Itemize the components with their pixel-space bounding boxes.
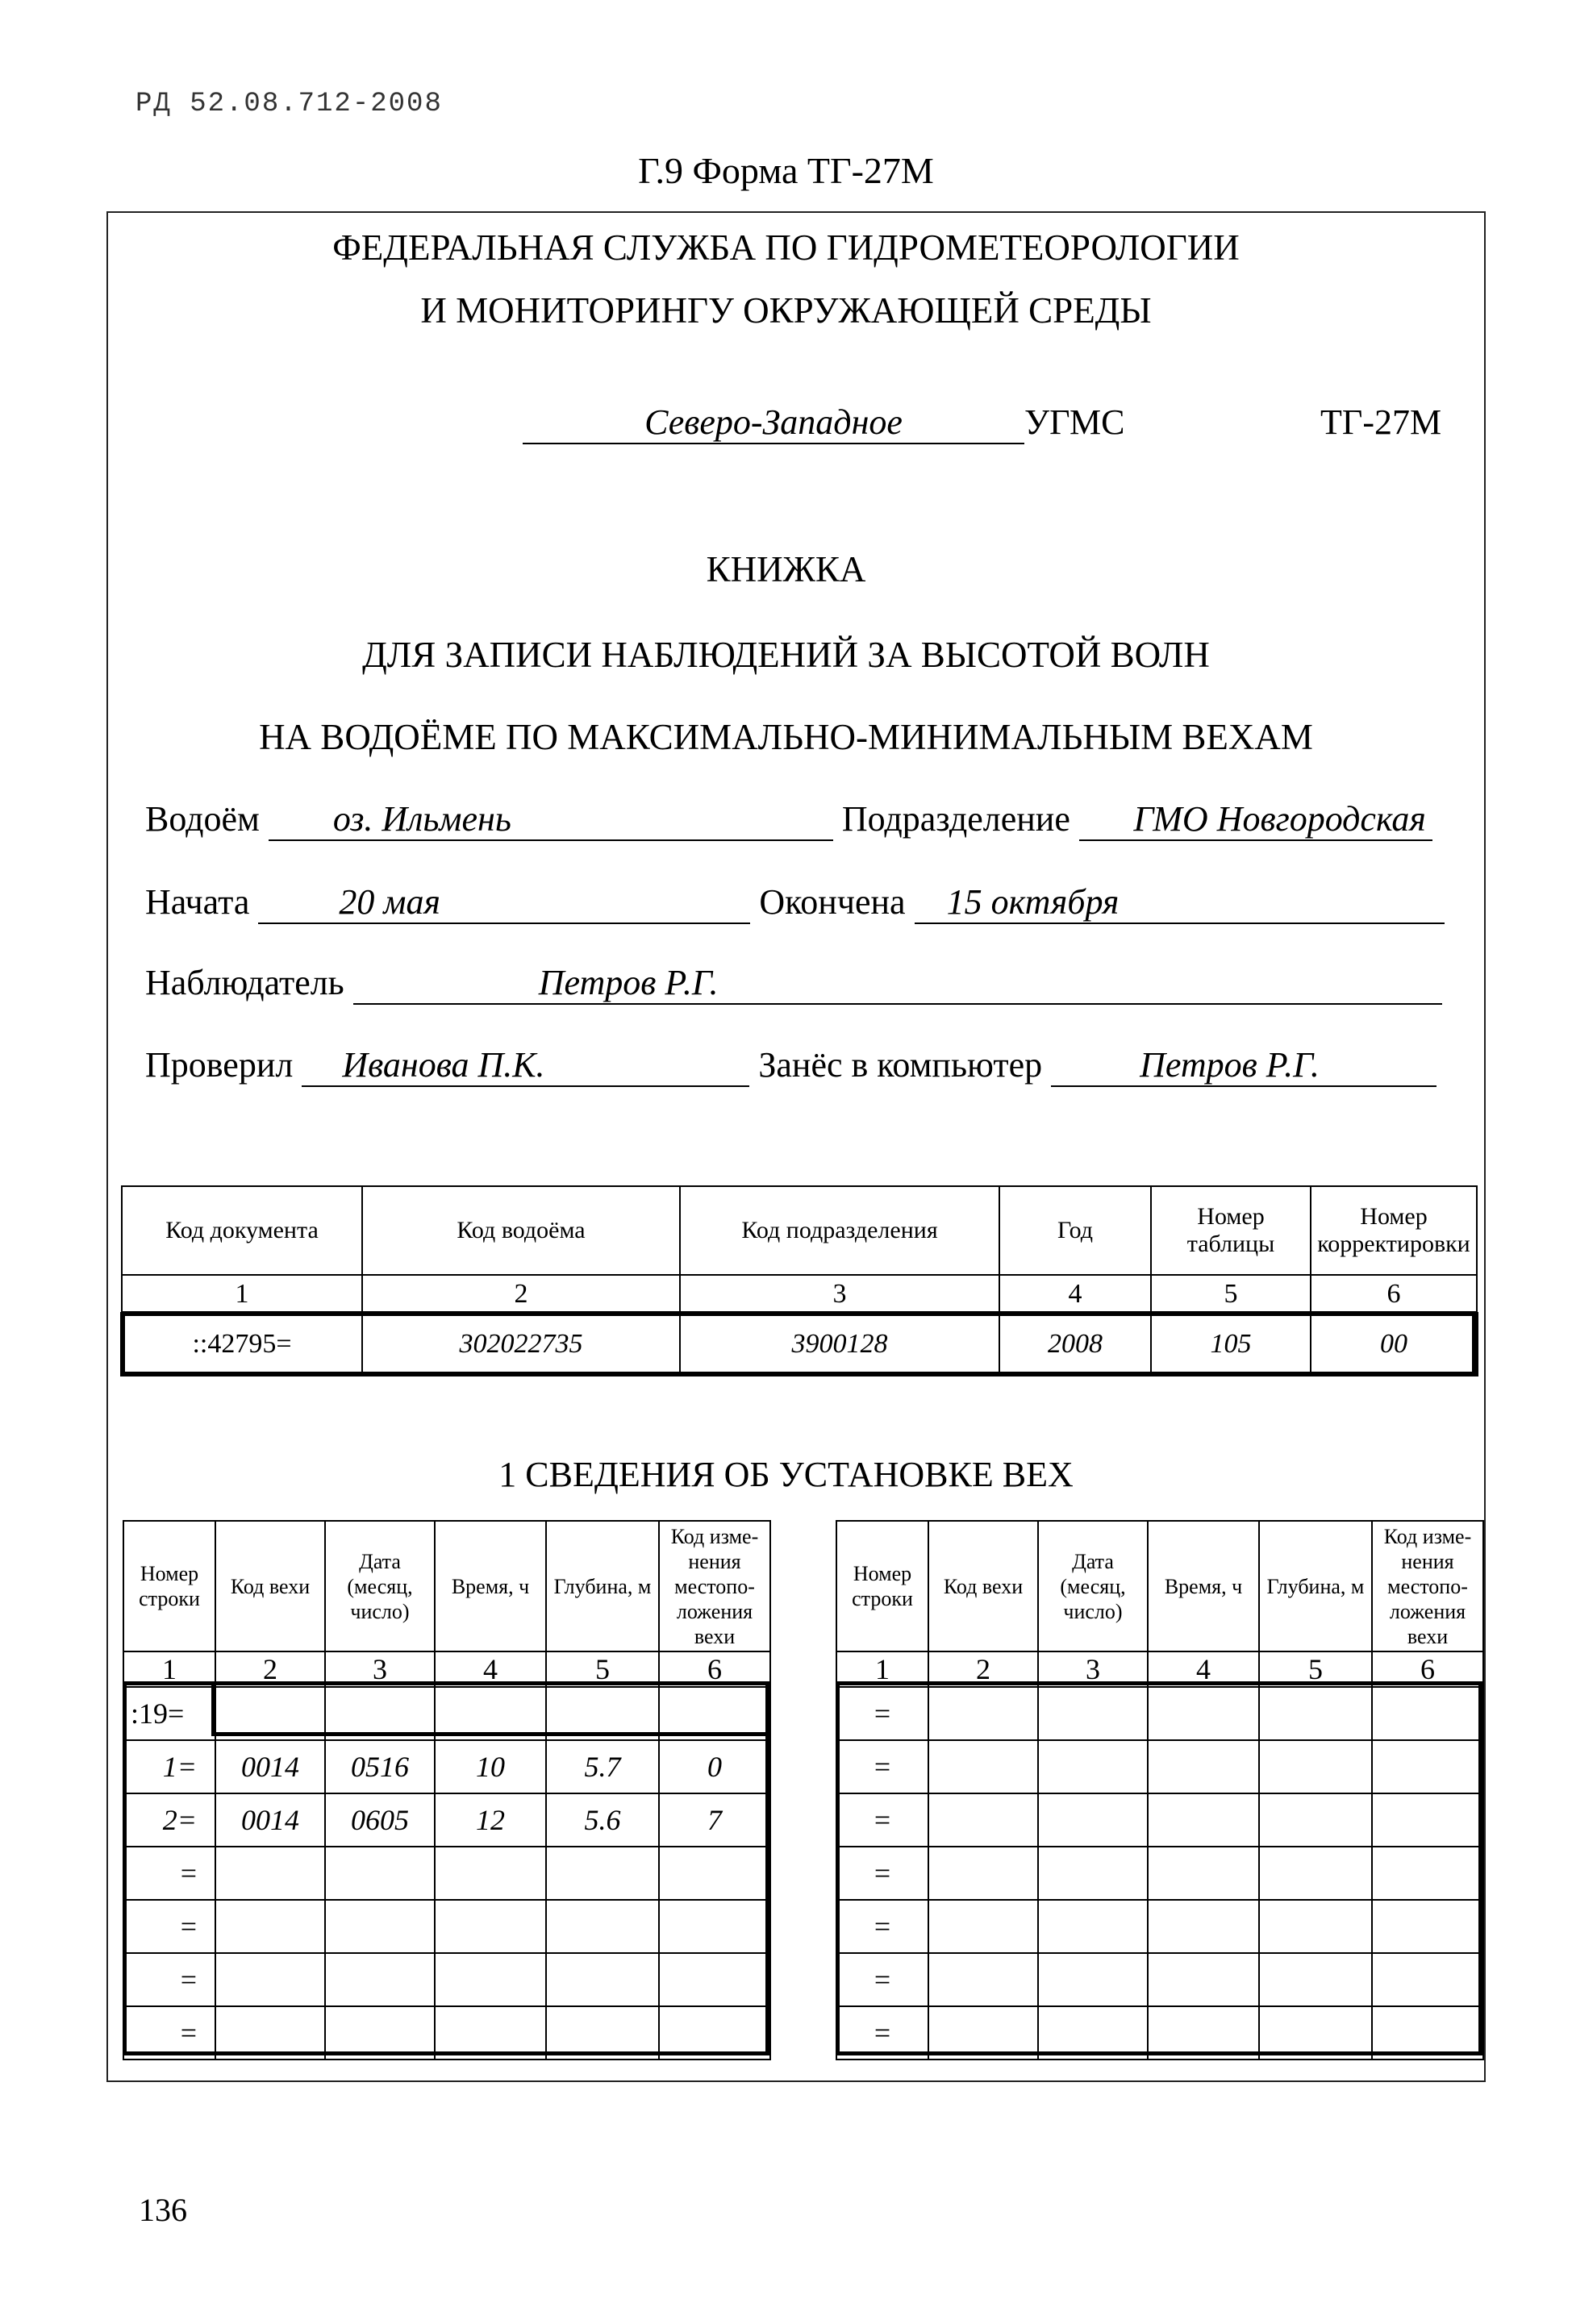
document-code-table (121, 1185, 1478, 1376)
row-number-cell: :19= (123, 1687, 215, 1740)
doc-value-cell: 302022735 (362, 1314, 680, 1375)
beacon-header-cell: Дата (месяц, число) (1038, 1521, 1148, 1651)
position-change-cell (1372, 1953, 1483, 2006)
table-row (836, 2006, 1483, 2060)
table-row (836, 1847, 1483, 1900)
position-change-cell: 0 (659, 1740, 770, 1793)
depth-cell (1259, 1953, 1372, 2006)
beacon-code-cell (928, 2006, 1038, 2060)
doc-table-header-row (122, 1186, 1477, 1275)
time-cell (1148, 2006, 1259, 2060)
finished-label: Окончена (759, 882, 906, 922)
beacon-column-number: 1 (836, 1651, 928, 1687)
doc-value-cell: 3900128 (680, 1314, 999, 1375)
time-cell (1148, 1900, 1259, 1953)
ugms-label: УГМС (1024, 402, 1125, 442)
checked-row (145, 1044, 1452, 1087)
dates-row (145, 881, 1452, 924)
beacon-header-cell: Код изме- нения местопо- ложения вехи (659, 1521, 770, 1651)
time-cell (435, 1847, 546, 1900)
agency-name (0, 216, 1572, 342)
beacon-code-cell (928, 1900, 1038, 1953)
beacon-table-right (836, 1520, 1484, 2060)
beacon-number-row (123, 1651, 770, 1687)
date-cell (1038, 2006, 1148, 2060)
beacon-header-row (123, 1521, 770, 1651)
table-row (123, 1740, 770, 1793)
beacon-header-cell: Время, ч (1148, 1521, 1259, 1651)
date-cell (1038, 1793, 1148, 1847)
beacon-code-cell (928, 1687, 1038, 1740)
time-cell (1148, 1847, 1259, 1900)
doc-header-cell: Код подразделения (680, 1186, 999, 1275)
table-row (123, 1847, 770, 1900)
date-cell (1038, 1900, 1148, 1953)
time-cell (1148, 1793, 1259, 1847)
doc-column-number: 2 (362, 1275, 680, 1314)
position-change-cell (1372, 1793, 1483, 1847)
depth-cell (546, 1900, 659, 1953)
beacon-code-cell (928, 1740, 1038, 1793)
position-change-cell (659, 1687, 770, 1740)
position-change-cell (1372, 1740, 1483, 1793)
doc-column-number: 5 (1151, 1275, 1311, 1314)
doc-table-number-row (122, 1275, 1477, 1314)
depth-cell (1259, 1847, 1372, 1900)
row-number-cell: = (836, 2006, 928, 2060)
doc-value-cell: 105 (1151, 1314, 1311, 1375)
beacon-column-number: 6 (1372, 1651, 1483, 1687)
row-number-cell: = (836, 1687, 928, 1740)
date-cell (1038, 1953, 1148, 2006)
time-cell: 10 (435, 1740, 546, 1793)
page-number: 136 (139, 2192, 187, 2228)
date-cell (1038, 1740, 1148, 1793)
entered-label: Занёс в компьютер (758, 1045, 1043, 1085)
time-cell (435, 1900, 546, 1953)
beacon-column-number: 5 (1259, 1651, 1372, 1687)
observer-row (145, 962, 1452, 1005)
beacon-table-left (123, 1520, 771, 2060)
position-change-cell: 7 (659, 1793, 770, 1847)
date-cell: 0605 (325, 1793, 435, 1847)
row-number-cell: = (836, 1793, 928, 1847)
doc-value-cell: 00 (1311, 1314, 1477, 1375)
depth-cell (1259, 1900, 1372, 1953)
time-cell (1148, 1740, 1259, 1793)
beacon-header-cell: Код вехи (215, 1521, 325, 1651)
division-label: Подразделение (841, 799, 1070, 839)
book-subtitle-1: ДЛЯ ЗАПИСИ НАБЛЮДЕНИЙ ЗА ВЫСОТОЙ ВОЛН (362, 635, 1210, 675)
beacon-code-cell: 0014 (215, 1793, 325, 1847)
beacon-header-cell: Время, ч (435, 1521, 546, 1651)
table-row (836, 1687, 1483, 1740)
depth-cell (546, 1953, 659, 2006)
observer-label: Наблюдатель (145, 963, 344, 1002)
depth-cell (546, 1687, 659, 1740)
date-cell (325, 1847, 435, 1900)
doc-header-cell: Номер корректировки (1311, 1186, 1477, 1275)
date-cell (325, 2006, 435, 2060)
beacon-header-cell: Код изме- нения местопо- ложения вехи (1372, 1521, 1483, 1651)
beacon-header-row (836, 1521, 1483, 1651)
time-cell (435, 1953, 546, 2006)
beacon-column-number: 1 (123, 1651, 215, 1687)
row-number-cell: = (123, 2006, 215, 2060)
table-row (123, 1953, 770, 2006)
row-number-cell: 2= (123, 1793, 215, 1847)
checked-value: Иванова П.К. (302, 1044, 749, 1087)
date-cell (1038, 1847, 1148, 1900)
doc-header-cell: Код документа (122, 1186, 362, 1275)
doc-column-number: 1 (122, 1275, 362, 1314)
depth-cell (546, 2006, 659, 2060)
time-cell (1148, 1953, 1259, 2006)
date-cell (325, 1953, 435, 2006)
beacon-code-cell (215, 2006, 325, 2060)
doc-header-cell: Год (999, 1186, 1151, 1275)
beacon-code-cell (928, 1847, 1038, 1900)
observer-value: Петров Р.Г. (353, 962, 1442, 1005)
water-body-row (145, 798, 1452, 841)
table-row (836, 1953, 1483, 2006)
row-number-cell: = (836, 1740, 928, 1793)
started-label: Начата (145, 882, 250, 922)
book-subtitle-2: НА ВОДОЁМЕ ПО МАКСИМАЛЬНО-МИНИМАЛЬНЫМ ВЕХАМ (259, 717, 1313, 757)
division-value: ГМО Новгородская (1079, 798, 1432, 841)
agency-line-1: ФЕДЕРАЛЬНАЯ СЛУЖБА ПО ГИДРОМЕТЕОРОЛОГИИ (332, 227, 1240, 268)
time-cell (435, 2006, 546, 2060)
doc-value-cell: 2008 (999, 1314, 1151, 1375)
entered-value: Петров Р.Г. (1051, 1044, 1436, 1087)
depth-cell (1259, 1793, 1372, 1847)
depth-cell (1259, 1740, 1372, 1793)
table-row (123, 1687, 770, 1740)
time-cell: 12 (435, 1793, 546, 1847)
depth-cell (1259, 1687, 1372, 1740)
date-cell (325, 1687, 435, 1740)
doc-column-number: 3 (680, 1275, 999, 1314)
beacon-header-cell: Глубина, м (546, 1521, 659, 1651)
document-code: РД 52.08.712-2008 (136, 89, 443, 119)
beacon-code-cell (215, 1900, 325, 1953)
row-number-cell: = (836, 1847, 928, 1900)
ugms-line (523, 402, 1124, 444)
time-cell (1148, 1687, 1259, 1740)
beacon-header-cell: Дата (месяц, число) (325, 1521, 435, 1651)
row-number-cell: 1= (123, 1740, 215, 1793)
started-value: 20 мая (258, 881, 750, 924)
water-body-label: Водоём (145, 799, 260, 839)
beacon-column-number: 5 (546, 1651, 659, 1687)
section-title: 1 СВЕДЕНИЯ ОБ УСТАНОВКЕ ВЕХ (498, 1455, 1074, 1494)
beacon-header-cell: Код вехи (928, 1521, 1038, 1651)
table-row (123, 1900, 770, 1953)
position-change-cell (659, 1900, 770, 1953)
date-cell (1038, 1687, 1148, 1740)
doc-table-value-row (122, 1314, 1477, 1375)
beacon-code-cell (928, 1793, 1038, 1847)
finished-value: 15 октября (915, 881, 1445, 924)
row-number-cell: = (836, 1953, 928, 2006)
row-number-cell: = (123, 1847, 215, 1900)
time-cell (435, 1687, 546, 1740)
depth-cell: 5.7 (546, 1740, 659, 1793)
depth-cell (1259, 2006, 1372, 2060)
beacon-header-cell: Номер строки (123, 1521, 215, 1651)
row-number-cell: = (123, 1900, 215, 1953)
agency-line-2: И МОНИТОРИНГУ ОКРУЖАЮЩЕЙ СРЕДЫ (420, 290, 1152, 331)
beacon-code-cell (928, 1953, 1038, 2006)
beacon-column-number: 3 (325, 1651, 435, 1687)
position-change-cell (659, 1847, 770, 1900)
date-cell: 0516 (325, 1740, 435, 1793)
depth-cell (546, 1847, 659, 1900)
position-change-cell (1372, 1900, 1483, 1953)
book-title: КНИЖКА (706, 549, 866, 589)
beacon-column-number: 4 (435, 1651, 546, 1687)
position-change-cell (1372, 2006, 1483, 2060)
beacon-code-cell (215, 1847, 325, 1900)
row-number-cell: = (123, 1953, 215, 2006)
beacon-header-cell: Номер строки (836, 1521, 928, 1651)
beacon-code-cell (215, 1687, 325, 1740)
position-change-cell (659, 1953, 770, 2006)
doc-header-cell: Номер таблицы (1151, 1186, 1311, 1275)
beacon-code-cell: 0014 (215, 1740, 325, 1793)
beacon-number-row (836, 1651, 1483, 1687)
doc-value-cell: ::42795= (122, 1314, 362, 1375)
doc-header-cell: Код водоёма (362, 1186, 680, 1275)
table-row (836, 1900, 1483, 1953)
table-row (123, 1793, 770, 1847)
form-title: Г.9 Форма ТГ-27М (638, 150, 934, 191)
position-change-cell (1372, 1687, 1483, 1740)
beacon-header-cell: Глубина, м (1259, 1521, 1372, 1651)
checked-label: Проверил (145, 1045, 294, 1085)
beacon-column-number: 6 (659, 1651, 770, 1687)
beacon-code-cell (215, 1953, 325, 2006)
date-cell (325, 1900, 435, 1953)
doc-column-number: 6 (1311, 1275, 1477, 1314)
table-row (123, 2006, 770, 2060)
depth-cell: 5.6 (546, 1793, 659, 1847)
beacon-column-number: 4 (1148, 1651, 1259, 1687)
form-code-label: ТГ-27М (1320, 402, 1442, 442)
water-body-value: оз. Ильмень (269, 798, 833, 841)
doc-column-number: 4 (999, 1275, 1151, 1314)
ugms-value: Северо-Западное (523, 402, 1024, 444)
position-change-cell (659, 2006, 770, 2060)
row-number-cell: = (836, 1900, 928, 1953)
table-row (836, 1740, 1483, 1793)
beacon-column-number: 3 (1038, 1651, 1148, 1687)
beacon-column-number: 2 (215, 1651, 325, 1687)
beacon-column-number: 2 (928, 1651, 1038, 1687)
table-row (836, 1793, 1483, 1847)
position-change-cell (1372, 1847, 1483, 1900)
